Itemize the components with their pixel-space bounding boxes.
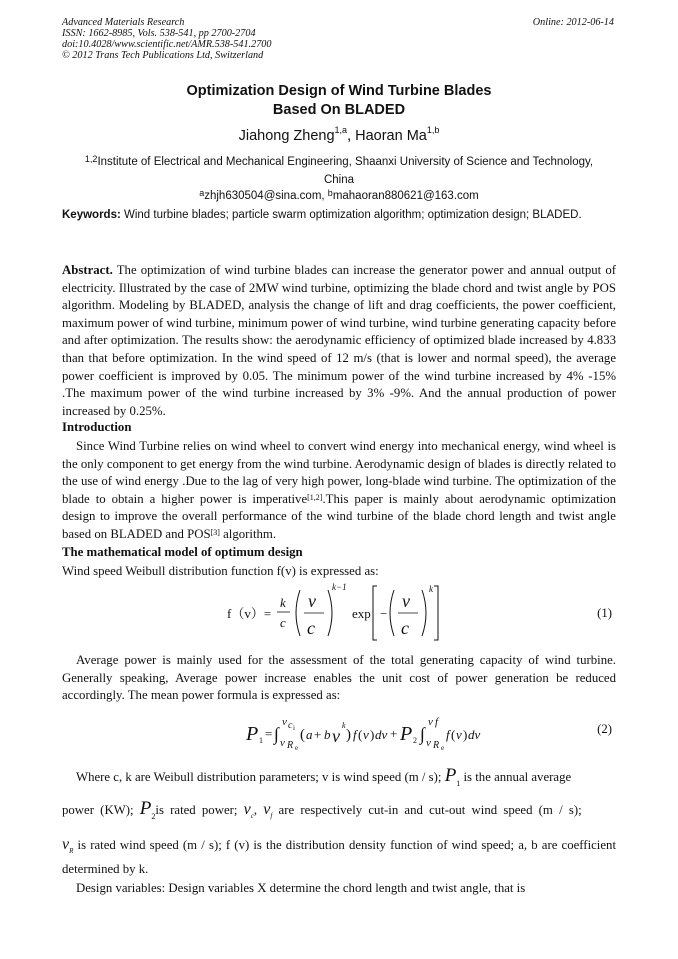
keywords-label: Keywords: <box>62 209 121 221</box>
email-b: mahaoran880621@163.com <box>332 190 479 202</box>
svg-text:2: 2 <box>413 736 417 745</box>
online-date: Online: 2012-06-14 <box>532 17 614 28</box>
svg-text:e: e <box>441 744 445 752</box>
where-text-2b: is rated power; <box>155 803 238 817</box>
model-heading: The mathematical model of optimum design <box>62 545 303 559</box>
abstract <box>62 262 616 420</box>
svg-text:f: f <box>435 716 439 728</box>
svg-text:−: − <box>380 606 388 621</box>
author-1: Jiahong Zheng <box>238 128 335 144</box>
symbol-p2: $P_2$ <box>139 798 156 821</box>
where-line-2: power (KW); $P_2is$ rated power; $v_c$, $v_f$ are respectively cut-in and cut-out wind speed (m / s); <box>62 798 582 821</box>
copyright-line: © 2012 Trans Tech Publications Ltd, Switzerland <box>62 50 264 61</box>
svg-text:v: v <box>428 716 433 728</box>
author-2-sup: 1,b <box>426 125 440 135</box>
svg-text:): ) <box>463 727 468 742</box>
svg-text:P: P <box>246 723 259 745</box>
journal-name: Advanced Materials Research <box>62 17 185 28</box>
issn-line: ISSN: 1662-8985, Vols. 538-541, pp 2700-2704 <box>62 28 256 39</box>
author-separator: , <box>347 128 356 144</box>
svg-text:v: v <box>282 716 287 728</box>
svg-text:1: 1 <box>259 736 263 745</box>
svg-text:∫: ∫ <box>420 724 425 744</box>
svg-text:b: b <box>324 727 331 742</box>
weibull-intro: Wind speed Weibull distribution function f(v) is expressed as: <box>62 564 379 578</box>
equation-1 <box>62 582 616 644</box>
svg-text:v: v <box>363 727 369 742</box>
intro-ref-1: [1,2] <box>307 492 323 502</box>
doi-line: doi:10.4028/www.scientific.net/AMR.538-541.2700 <box>62 39 272 50</box>
svg-text:e: e <box>295 744 299 752</box>
intro-text-1: Since Wind Turbine relies on wind wheel to convert wind energy into mechanical energy, wind wheel is the only component to get energy from the wind turbine. Aerodynamic design of blades is directly related to the use of wind energy .Due to the lag of very high power, long-blade wind turbine. The optimization of the blade to obtain a higher power is imperative <box>62 439 616 506</box>
svg-text:=: = <box>265 726 273 741</box>
equation-1-number: (1) <box>597 606 612 620</box>
keywords <box>62 206 616 224</box>
where-line-3 <box>62 836 616 878</box>
svg-text:i: i <box>293 724 295 732</box>
introduction-paragraph <box>62 438 616 544</box>
design-variables-line: Design variables: Design variables X determine the chord length and twist angle, that is <box>76 881 526 895</box>
authors <box>0 125 678 144</box>
svg-text:f（v）=: f（v）= <box>227 606 272 621</box>
intro-ref-2: [3] <box>210 527 220 537</box>
keywords-text: Wind turbine blades; particle swarm optimization algorithm; optimization design; BLADED. <box>120 209 582 221</box>
svg-text:(: ( <box>451 727 456 742</box>
svg-text:R: R <box>287 740 294 751</box>
svg-text:v: v <box>332 726 340 746</box>
equation-2 <box>62 712 616 752</box>
affiliation <box>62 153 616 189</box>
svg-text:R: R <box>433 740 440 751</box>
svg-text:+: + <box>390 726 398 741</box>
email-b-sup: b <box>327 188 333 198</box>
svg-text:exp: exp <box>352 606 371 621</box>
email-a: zhjh630504@sina.com, <box>204 190 328 202</box>
symbol-vc: $v_c$ <box>243 801 254 821</box>
paper-title-line2: Based On BLADED <box>272 102 406 118</box>
svg-text:c: c <box>288 720 293 731</box>
svg-text:a: a <box>306 727 313 742</box>
svg-text:k: k <box>280 595 286 610</box>
where-line-1 <box>62 767 616 792</box>
svg-text:c: c <box>307 618 315 638</box>
svg-text:): ) <box>370 727 375 742</box>
svg-text:v: v <box>308 591 316 611</box>
svg-text:v: v <box>280 737 285 749</box>
svg-text:v: v <box>402 591 410 611</box>
svg-text:f: f <box>446 727 450 742</box>
abstract-text: The optimization of wind turbine blades can increase the generator power and annual output of electricity. Illustrated by the case of 2MW wind turbine, optimizing the blade chord and twist angle by POS algorithm. Modeling by BLADED, analysis the change of lift and drag coefficients, the power coefficient, maximum power of wind turbine, minimum power of wind turbine, wind turbine generating capacity before and after optimization. The results show: the aerodynamic efficiency of optimized blade increased by 4.833 than that before optimization. In the wind speed of 12 m/s (that is lower and normal speed), the average power coefficient is improved by 0.05. The minimum power of the wind turbine increased by 4% -15% .The maximum power of the wind turbine increased by 3% -9%. And the annual production of power increased by 0.25%. <box>62 263 616 418</box>
emails <box>62 187 616 205</box>
author-2: Haoran Ma <box>355 128 427 144</box>
equation-2-formula <box>244 712 544 752</box>
affiliation-line2: China <box>323 174 355 186</box>
abstract-label: Abstract. <box>62 263 113 277</box>
equation-1-formula <box>222 582 642 644</box>
symbol-vf: $v_f$ <box>263 801 273 821</box>
svg-text:k−1: k−1 <box>332 582 347 592</box>
svg-text:v: v <box>426 737 431 749</box>
svg-text:k: k <box>342 721 346 730</box>
svg-text:(: ( <box>358 727 363 742</box>
where-text-1b: is the annual average <box>463 770 572 784</box>
svg-text:(: ( <box>300 727 305 743</box>
svg-text:f: f <box>353 727 357 742</box>
intro-text-3: algorithm. <box>219 526 277 541</box>
symbol-vr: $v_R$ <box>62 836 74 856</box>
affiliation-sup: 1,2 <box>84 154 98 164</box>
where-text-2a: power (KW); <box>62 803 134 817</box>
where-text-3: is rated wind speed (m / s); f (v) is the distribution density function of wind speed; a, b are coefficient determined by k. <box>62 838 616 876</box>
average-power-paragraph: Average power is mainly used for the assessment of the total generating capacity of wind turbine. Generally speaking, Average power increase enables the unit cost of power generation be reduced accordingly. The mean power formula is expressed as: <box>62 653 616 703</box>
svg-text:): ) <box>346 727 351 743</box>
svg-text:c: c <box>280 615 286 630</box>
author-1-sup: 1,a <box>334 125 348 135</box>
svg-text:+: + <box>314 727 322 742</box>
intro-text-2: .This paper is mainly about aerodynamic optimization design to improve the overall performance of the wind turbine of the blade chord length and twist angle based on BLADED and POS <box>62 491 617 541</box>
svg-text:v: v <box>456 727 462 742</box>
paper-title-line1: Optimization Design of Wind Turbine Blades <box>186 83 492 99</box>
svg-text:P: P <box>400 723 413 745</box>
email-a-sup: a <box>199 188 205 198</box>
symbol-p1: $P_1$ <box>444 765 461 788</box>
svg-text:c: c <box>401 618 409 638</box>
affiliation-line1: Institute of Electrical and Mechanical Engineering, Shaanxi University of Science and Technology, <box>97 156 594 168</box>
svg-text:k: k <box>429 584 433 594</box>
svg-text:dv: dv <box>468 727 481 742</box>
svg-text:dv: dv <box>375 727 388 742</box>
where-text-1a: Where c, k are Weibull distribution parameters; v is wind speed (m / s); <box>76 770 442 784</box>
equation-2-number: (2) <box>597 722 612 736</box>
svg-text:∫: ∫ <box>274 724 279 744</box>
where-text-2c: are respectively cut-in and cut-out wind speed (m / s); <box>278 803 582 817</box>
introduction-heading: Introduction <box>62 420 132 434</box>
